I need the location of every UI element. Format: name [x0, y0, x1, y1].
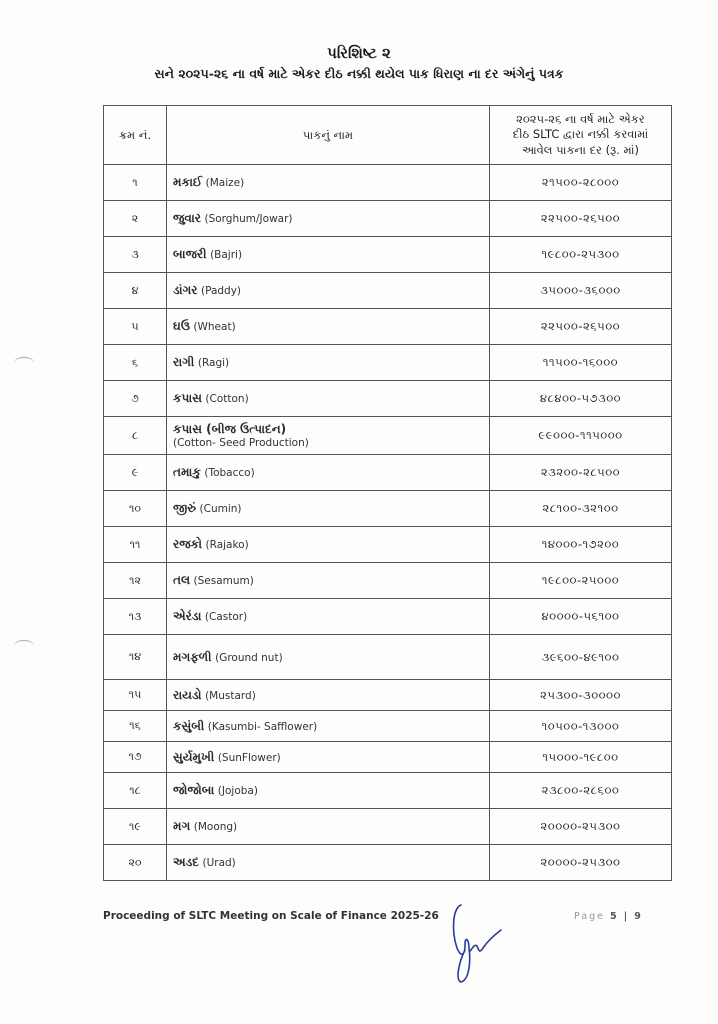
page-number: [574, 911, 643, 922]
rate-cell: ૧૫૦૦૦-૧૯૮૦૦: [490, 742, 672, 773]
table-header-row: [104, 106, 672, 165]
table-row: [104, 165, 672, 201]
crop-name-cell: [167, 273, 490, 309]
table-row: [104, 773, 672, 809]
table-row: [104, 845, 672, 881]
rate-cell: ૨૦૦૦૦-૨૫૩૦૦: [490, 809, 672, 845]
table-row: [104, 809, 672, 845]
crop-name-english: (Cumin): [199, 503, 242, 515]
crop-name-english: (Wheat): [193, 321, 236, 333]
table-row: [104, 381, 672, 417]
crop-name-gujarati: રાગી: [173, 355, 195, 369]
crop-name-cell: [167, 599, 490, 635]
crop-name-english: (Rajako): [205, 539, 249, 551]
crop-name-cell: [167, 527, 490, 563]
rate-cell: ૧૦૫૦૦-૧૩૦૦૦: [490, 711, 672, 742]
crop-name-english: (Sorghum/Jowar): [204, 213, 293, 225]
crop-name-english: (Bajri): [210, 249, 243, 261]
crop-name-cell: [167, 381, 490, 417]
crop-name-gujarati: તલ: [173, 573, 191, 587]
crop-name-english: (Ground nut): [215, 651, 283, 664]
crop-name-gujarati: કપાસ (બીજ ઉત્પાદન): [173, 422, 287, 436]
crop-name-gujarati: ડાંગર: [173, 283, 198, 297]
crop-name-english: (Moong): [193, 821, 238, 833]
serial-number-cell: ૧૫: [104, 680, 167, 711]
table-row: [104, 491, 672, 527]
crop-name-gujarati: જુવાર: [173, 211, 201, 225]
document-subtitle: સને ૨૦૨૫-૨૬ ના વર્ષ માટે એકર દીઠ નક્કી થયેલ પાક ધિરાણ ના દર અંગેનું પત્રક: [154, 66, 564, 81]
crop-name-gujarati: જીરું: [173, 501, 197, 515]
crop-name-cell: [167, 711, 490, 742]
crop-name-english: (Urad): [202, 857, 236, 869]
serial-number-cell: ૧૦: [104, 491, 167, 527]
crop-name-cell: [167, 742, 490, 773]
rate-cell: ૩૯૬૦૦-૪૯૧૦૦: [490, 635, 672, 680]
crop-name-gujarati: જોજોબા: [173, 783, 215, 797]
crop-name-cell: [167, 455, 490, 491]
crop-name-cell: [167, 165, 490, 201]
serial-number-cell: ૪: [104, 273, 167, 309]
serial-number-cell: ૬: [104, 345, 167, 381]
page-label: Page: [574, 911, 605, 922]
table-row: [104, 742, 672, 773]
table-row: [104, 237, 672, 273]
rate-cell: ૨૧૫૦૦-૨૮૦૦૦: [490, 165, 672, 201]
table-row: [104, 345, 672, 381]
serial-number-cell: ૧૩: [104, 599, 167, 635]
punch-hole-mark: [14, 640, 34, 651]
crop-name-english: (Jojoba): [217, 785, 258, 797]
crop-name-english: (Tobacco): [204, 467, 255, 479]
crop-name-gujarati: ઘઉ: [173, 319, 190, 333]
crop-name-english: (SunFlower): [217, 751, 281, 764]
punch-hole-mark: [14, 357, 34, 368]
rate-cell: ૨૮૧૦૦-૩૨૧૦૦: [490, 491, 672, 527]
table-row: [104, 711, 672, 742]
crop-name-english: (Paddy): [201, 285, 242, 297]
serial-number-cell: ૨૦: [104, 845, 167, 881]
serial-number-cell: ૫: [104, 309, 167, 345]
page-total: 9: [634, 911, 643, 922]
rate-cell: ૨૦૦૦૦-૨૫૩૦૦: [490, 845, 672, 881]
header-serial-number: ક્રમ નં.: [104, 106, 167, 165]
serial-number-cell: ૧૬: [104, 711, 167, 742]
crop-name-gujarati: મગ: [173, 819, 191, 833]
rate-cell: ૨૫૩૦૦-૩૦૦૦૦: [490, 680, 672, 711]
table-row: [104, 527, 672, 563]
serial-number-cell: ૧૨: [104, 563, 167, 599]
serial-number-cell: ૧૯: [104, 809, 167, 845]
crop-name-english: (Sesamum): [193, 575, 254, 587]
crop-name-gujarati: મગફળી: [173, 649, 212, 664]
crop-name-cell: [167, 491, 490, 527]
table-row: [104, 563, 672, 599]
table-row: [104, 680, 672, 711]
crop-name-cell: [167, 417, 490, 455]
table-row: [104, 417, 672, 455]
rate-cell: ૯૯૦૦૦-૧૧૫૦૦૦: [490, 417, 672, 455]
table-row: [104, 635, 672, 680]
serial-number-cell: ૧૮: [104, 773, 167, 809]
crop-name-gujarati: તમાકુ: [173, 465, 201, 479]
crop-name-gujarati: એરંડા: [173, 609, 202, 623]
rate-cell: ૧૪૦૦૦-૧૭૨૦૦: [490, 527, 672, 563]
crop-name-gujarati: બાજરી: [173, 247, 207, 261]
header-rate: [490, 106, 672, 165]
header-rate-line: આવેલ પાકના દર (રૂ. માં): [522, 142, 639, 157]
crop-name-english: (Maize): [205, 177, 245, 189]
serial-number-cell: ૧૪: [104, 635, 167, 680]
rate-cell: ૨૨૫૦૦-૨૬૫૦૦: [490, 309, 672, 345]
crop-rate-table: [103, 105, 672, 881]
serial-number-cell: ૭: [104, 381, 167, 417]
header-crop-name: પાકનું નામ: [167, 106, 490, 165]
crop-name-cell: [167, 845, 490, 881]
crop-name-cell: [167, 563, 490, 599]
document-title: પરિશિષ્ટ ૨: [327, 44, 391, 62]
crop-name-gujarati: કસુંબી: [173, 718, 205, 733]
serial-number-cell: ૧: [104, 165, 167, 201]
crop-name-cell: [167, 773, 490, 809]
crop-name-gujarati: સુર્યમુખી: [173, 749, 215, 764]
serial-number-cell: ૩: [104, 237, 167, 273]
crop-name-cell: [167, 237, 490, 273]
crop-name-english: (Ragi): [197, 357, 230, 369]
table-row: [104, 309, 672, 345]
page-current: 5: [610, 911, 619, 922]
table-row: [104, 201, 672, 237]
crop-name-cell: [167, 635, 490, 680]
rate-cell: ૨૩૨૦૦-૨૮૫૦૦: [490, 455, 672, 491]
table-row: [104, 273, 672, 309]
rate-cell: ૪૮૪૦૦-૫૭૩૦૦: [490, 381, 672, 417]
footer-text: Proceeding of SLTC Meeting on Scale of Finance 2025-26: [103, 910, 439, 922]
crop-name-cell: [167, 345, 490, 381]
crop-name-english: (Cotton- Seed Production): [173, 437, 309, 449]
crop-name-cell: [167, 201, 490, 237]
rate-cell: ૨૨૫૦૦-૨૬૫૦૦: [490, 201, 672, 237]
crop-name-english: (Cotton): [205, 393, 249, 405]
rate-cell: ૩૫૦૦૦-૩૬૦૦૦: [490, 273, 672, 309]
serial-number-cell: ૨: [104, 201, 167, 237]
serial-number-cell: ૮: [104, 417, 167, 455]
serial-number-cell: ૯: [104, 455, 167, 491]
header-rate-line: દીઠ SLTC દ્વારા નક્કી કરવામાં: [512, 127, 649, 142]
signature-icon: [447, 900, 517, 985]
rate-cell: ૨૩૮૦૦-૨૮૬૦૦: [490, 773, 672, 809]
page-separator: |: [623, 911, 630, 922]
serial-number-cell: ૧૧: [104, 527, 167, 563]
crop-name-english: (Castor): [204, 611, 248, 623]
crop-name-english: (Mustard): [205, 689, 256, 702]
crop-name-gujarati: અડદ: [173, 855, 199, 869]
crop-name-cell: [167, 680, 490, 711]
rate-cell: ૪૦૦૦૦-૫૬૧૦૦: [490, 599, 672, 635]
crop-name-cell: [167, 309, 490, 345]
crop-name-cell: [167, 809, 490, 845]
serial-number-cell: ૧૭: [104, 742, 167, 773]
crop-name-gujarati: રાયડો: [173, 687, 202, 702]
crop-name-gujarati: રજકો: [173, 537, 203, 551]
crop-name-gujarati: મકાઈ: [173, 175, 203, 189]
rate-cell: ૧૯૮૦૦-૨૫૩૦૦: [490, 237, 672, 273]
crop-name-gujarati: કપાસ: [173, 391, 202, 405]
rate-cell: ૧૯૮૦૦-૨૫૦૦૦: [490, 563, 672, 599]
table-row: [104, 599, 672, 635]
rate-cell: ૧૧૫૦૦-૧૬૦૦૦: [490, 345, 672, 381]
crop-name-english: (Kasumbi- Safflower): [207, 720, 318, 733]
table-row: [104, 455, 672, 491]
header-rate-line: ૨૦૨૫-૨૬ ના વર્ષ માટે એકર: [516, 111, 645, 126]
